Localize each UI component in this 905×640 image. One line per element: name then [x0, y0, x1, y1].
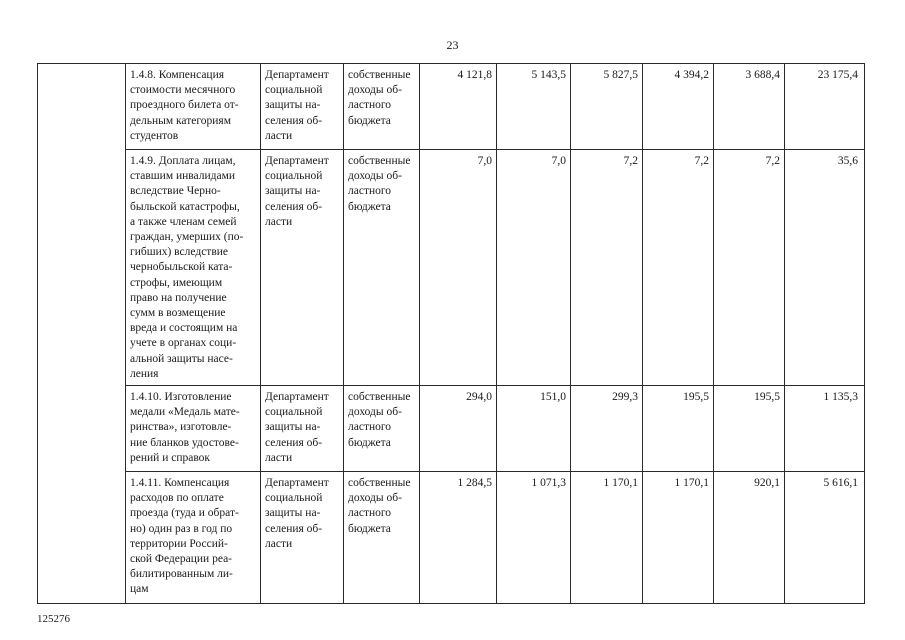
- total-value-cell: 1 135,3: [785, 386, 865, 472]
- funding-source-cell: [344, 386, 420, 472]
- budget-table: [37, 63, 865, 604]
- value-cell: 1 071,3: [497, 472, 571, 604]
- department-text: Департамент социальной защиты на- селения об- ласти: [265, 477, 329, 550]
- department-text: Департамент социальной защиты на- селения об- ласти: [265, 391, 329, 464]
- funding-source-cell: [344, 64, 420, 150]
- department-text: Департамент социальной защиты на- селения об- ласти: [265, 155, 329, 228]
- value-cell: 7,2: [643, 150, 714, 386]
- table-row: [38, 150, 865, 386]
- measure-name-cell: [126, 386, 261, 472]
- value-cell: 5 827,5: [571, 64, 643, 150]
- value-cell: 4 121,8: [420, 64, 497, 150]
- table-row: [38, 386, 865, 472]
- value-cell: 4 394,2: [643, 64, 714, 150]
- funding-source-text: собственные доходы об- ластного бюджета: [348, 155, 411, 213]
- table-row: [38, 472, 865, 604]
- value-cell: 151,0: [497, 386, 571, 472]
- total-value-cell: 35,6: [785, 150, 865, 386]
- document-code: 125276: [37, 613, 70, 625]
- value-cell: 5 143,5: [497, 64, 571, 150]
- measure-name-cell: [126, 64, 261, 150]
- department-cell: [261, 472, 344, 604]
- value-cell: 920,1: [714, 472, 785, 604]
- measure-name-cell: [126, 472, 261, 604]
- department-cell: [261, 64, 344, 150]
- measure-name: 1.4.10. Изготовление медали «Медаль мате- ринства», изготовле- ние бланков удостове- рений и справок: [130, 391, 240, 464]
- funding-source-text: собственные доходы об- ластного бюджета: [348, 69, 411, 127]
- page-number: 23: [446, 38, 459, 52]
- funding-source-cell: [344, 150, 420, 386]
- value-cell: 7,2: [714, 150, 785, 386]
- department-text: Департамент социальной защиты на- селения об- ласти: [265, 69, 329, 142]
- total-value-cell: 5 616,1: [785, 472, 865, 604]
- measure-name: 1.4.8. Компенсация стоимости месячного проездного билета от- дельным категориям студентов: [130, 69, 239, 142]
- value-cell: 1 284,5: [420, 472, 497, 604]
- measure-name-cell: [126, 150, 261, 386]
- department-cell: [261, 150, 344, 386]
- value-cell: 1 170,1: [643, 472, 714, 604]
- value-cell: 7,0: [420, 150, 497, 386]
- measure-name: 1.4.11. Компенсация расходов по оплате проезда (туда и обрат- но) один раз в год по территории Россий- ской Федерации реа- билитированным ли- цам: [130, 477, 239, 596]
- value-cell: 195,5: [643, 386, 714, 472]
- blank-column: [38, 64, 126, 604]
- value-cell: 7,0: [497, 150, 571, 386]
- value-cell: 195,5: [714, 386, 785, 472]
- value-cell: 1 170,1: [571, 472, 643, 604]
- funding-source-text: собственные доходы об- ластного бюджета: [348, 477, 411, 535]
- total-value-cell: 23 175,4: [785, 64, 865, 150]
- table-row: [38, 64, 865, 150]
- value-cell: 3 688,4: [714, 64, 785, 150]
- funding-source-text: собственные доходы об- ластного бюджета: [348, 391, 411, 449]
- value-cell: 299,3: [571, 386, 643, 472]
- value-cell: 7,2: [571, 150, 643, 386]
- funding-source-cell: [344, 472, 420, 604]
- department-cell: [261, 386, 344, 472]
- value-cell: 294,0: [420, 386, 497, 472]
- measure-name: 1.4.9. Доплата лицам, ставшим инвалидами вследствие Черно- быльской катастрофы, а также членам семей граждан, умерших (по- гибших) вследствие чернобыльской ката- строфы, имеющим право на получение сумм в возмещение вреда и состоящим на учете в органах соци- альной защиты насе- ления: [130, 155, 244, 380]
